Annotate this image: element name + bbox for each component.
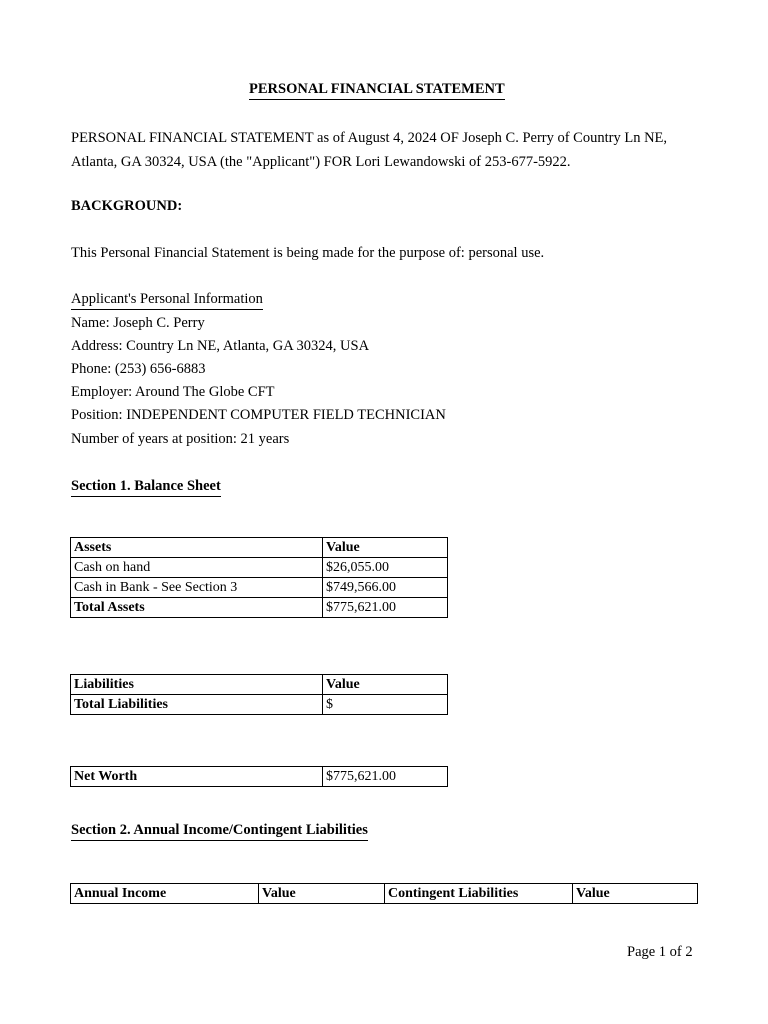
net-worth-label: Net Worth xyxy=(71,767,323,787)
table-header-row xyxy=(71,538,448,558)
net-worth-table xyxy=(70,766,448,787)
applicant-phone: Phone: (253) 656-6883 xyxy=(71,361,206,377)
asset-label: Cash in Bank - See Section 3 xyxy=(71,578,323,598)
applicant-employer: Employer: Around The Globe CFT xyxy=(71,384,275,400)
liabilities-value-header: Value xyxy=(323,675,448,695)
assets-header: Assets xyxy=(71,538,323,558)
assets-value-header: Value xyxy=(323,538,448,558)
contingent-value-header: Value xyxy=(573,884,698,904)
asset-value: $749,566.00 xyxy=(323,578,448,598)
total-row xyxy=(71,598,448,618)
applicant-name: Name: Joseph C. Perry xyxy=(71,315,205,331)
section1-heading: Section 1. Balance Sheet xyxy=(71,479,221,497)
liabilities-table xyxy=(70,674,448,715)
document-title: PERSONAL FINANCIAL STATEMENT xyxy=(249,82,505,100)
total-liabilities-value: $ xyxy=(323,695,448,715)
applicant-address: Address: Country Ln NE, Atlanta, GA 30324, USA xyxy=(71,338,370,354)
background-text: This Personal Financial Statement is being made for the purpose of: personal use. xyxy=(71,245,545,261)
applicant-position: Position: INDEPENDENT COMPUTER FIELD TECHNICIAN xyxy=(71,407,446,423)
applicant-heading: Applicant's Personal Information xyxy=(71,292,263,310)
net-worth-value: $775,621.00 xyxy=(323,767,448,787)
page-number: Page 1 of 2 xyxy=(627,944,693,960)
table-header-row xyxy=(71,884,698,904)
section2-heading: Section 2. Annual Income/Contingent Liabilities xyxy=(71,823,368,841)
table-row xyxy=(71,558,448,578)
total-row xyxy=(71,695,448,715)
table-row xyxy=(71,578,448,598)
total-row xyxy=(71,767,448,787)
asset-label: Cash on hand xyxy=(71,558,323,578)
contingent-liabilities-header: Contingent Liabilities xyxy=(385,884,573,904)
assets-table xyxy=(70,537,448,618)
total-assets-label: Total Assets xyxy=(71,598,323,618)
annual-income-header: Annual Income xyxy=(71,884,259,904)
income-contingent-table xyxy=(70,883,698,904)
income-value-header: Value xyxy=(259,884,385,904)
asset-value: $26,055.00 xyxy=(323,558,448,578)
total-liabilities-label: Total Liabilities xyxy=(71,695,323,715)
table-header-row xyxy=(71,675,448,695)
background-heading: BACKGROUND: xyxy=(71,198,183,214)
applicant-years: Number of years at position: 21 years xyxy=(71,431,290,447)
intro-paragraph: PERSONAL FINANCIAL STATEMENT as of August 4, 2024 OF Joseph C. Perry of Country Ln NE, Atlanta, GA 30324, USA (the "Applicant") FOR Lori Lewandowski of 253-677-5922. xyxy=(71,130,668,170)
total-assets-value: $775,621.00 xyxy=(323,598,448,618)
liabilities-header: Liabilities xyxy=(71,675,323,695)
